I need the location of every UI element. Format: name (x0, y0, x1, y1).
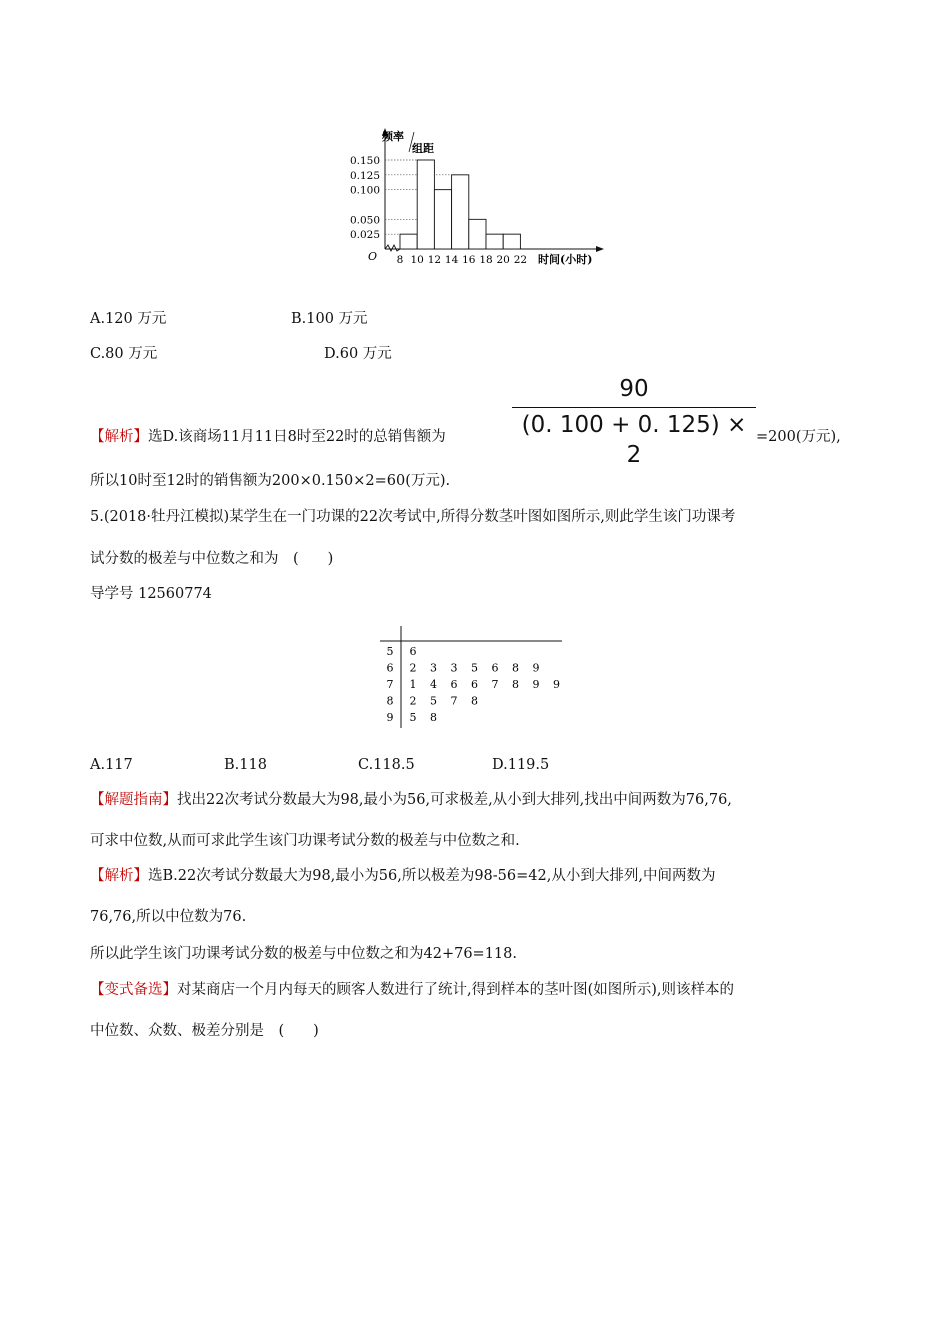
leaf-value: 7 (450, 694, 458, 708)
leaf-value: 9 (553, 678, 560, 691)
x-axis-arrow (596, 246, 604, 252)
option-d: D.60 万元 (324, 346, 392, 362)
leaf-value: 2 (409, 661, 417, 675)
guide-text-2: 可求中位数,从而可求此学生该门功课考试分数的极差与中位数之和. (90, 833, 520, 849)
guide-tag: 【解题指南】 (90, 792, 177, 808)
leaf-value: 5 (471, 661, 478, 675)
stem-value: 9 (386, 711, 394, 724)
analysis-text: 选D.该商场11月11日8时至22时的总销售额为 (148, 429, 446, 445)
stem-value: 6 (386, 661, 394, 675)
q5-stem-line-1: 5.(2018·牡丹江模拟)某学生在一门功课的22次考试中,所得分数茎叶图如图所示,则此学生该门功课考 (90, 509, 736, 525)
x-tick-label: 20 (496, 254, 510, 266)
origin-label: O (368, 250, 378, 263)
y-tick-label: 0.025 (349, 229, 380, 242)
x-tick-label: 14 (444, 254, 459, 266)
q5-analysis-text-1: 选B.22次考试分数最大为98,最小为56,所以极差为98-56=42,从小到大排列,中间两数为 (148, 868, 716, 884)
option-b: B.100 万元 (291, 311, 368, 327)
x-tick-label: 22 (513, 254, 528, 266)
histogram-bar (469, 219, 486, 249)
q5-option-d: D.119.5 (492, 757, 550, 773)
leaf-value: 6 (471, 678, 478, 691)
stem-value: 5 (386, 645, 394, 658)
histogram-bar (434, 190, 451, 249)
leaf-value: 9 (532, 678, 540, 691)
variant-question (90, 981, 734, 999)
leaf-value: 4 (430, 678, 437, 691)
y-tick-label: 0.050 (349, 214, 380, 227)
q5-analysis-text-2: 76,76,所以中位数为76. (90, 909, 247, 925)
q5-option-b: B.118 (224, 757, 267, 773)
leaf-value: 6 (491, 661, 499, 675)
leaf-value: 7 (491, 678, 499, 691)
y-tick-label: 0.100 (349, 184, 380, 197)
leaf-value: 2 (409, 694, 417, 708)
histogram-bar (417, 160, 434, 249)
x-tick-label: 16 (462, 254, 476, 266)
leaf-value: 5 (409, 711, 417, 724)
histogram-chart (330, 118, 620, 278)
sales-fraction (512, 374, 756, 468)
x-tick-label: 8 (396, 254, 404, 266)
fraction-denominator: (0. 100 + 0. 125) × 2 (521, 412, 747, 468)
histogram-bar (486, 234, 503, 249)
solution-guide (90, 791, 732, 809)
q5-analysis (90, 867, 715, 885)
q5-option-c: C.118.5 (358, 757, 415, 773)
analysis-line-2: 所以10时至12时的销售额为200×0.150×2=60(万元). (90, 473, 451, 489)
stem-value: 8 (386, 694, 394, 708)
leaf-value: 6 (450, 678, 458, 691)
leaf-value: 8 (430, 711, 437, 724)
q4-analysis (90, 428, 446, 446)
stem-leaf-plot (370, 624, 570, 734)
variant-text-2: 中位数、众数、极差分别是 ( ) (90, 1023, 319, 1039)
histogram-bar (503, 234, 520, 249)
x-axis-label: 时间(小时) (538, 253, 593, 266)
y-tick-label: 0.125 (349, 169, 380, 182)
q5-analysis-tag: 【解析】 (90, 868, 148, 884)
histogram-bar (400, 234, 417, 249)
y-label-top: 频率 (382, 130, 404, 143)
histogram-bar (452, 175, 469, 249)
variant-text-1: 对某商店一个月内每天的顾客人数进行了统计,得到样本的茎叶图(如图所示),则该样本的 (177, 982, 735, 998)
x-tick-label: 10 (410, 254, 424, 266)
x-tick-label: 12 (427, 254, 442, 266)
fraction-numerator: 90 (619, 376, 649, 402)
stem-value: 7 (386, 678, 394, 691)
option-a: A.120 万元 (90, 311, 167, 327)
leaf-value: 1 (409, 678, 417, 691)
x-tick-label: 18 (479, 254, 493, 266)
guide-text-1: 找出22次考试分数最大为98,最小为56,可求极差,从小到大排列,找出中间两数为76,76, (177, 792, 732, 808)
leaf-value: 8 (512, 678, 519, 691)
option-c: C.80 万元 (90, 346, 158, 362)
fraction-bar (512, 407, 756, 408)
leaf-value: 8 (512, 661, 519, 675)
leaf-value: 3 (430, 661, 437, 675)
y-tick-label: 0.150 (349, 155, 380, 167)
leaf-value: 6 (409, 645, 417, 658)
q5-option-a: A.117 (90, 757, 133, 773)
analysis-tag: 【解析】 (90, 429, 148, 445)
axis-break (385, 245, 400, 251)
leaf-value: 5 (430, 694, 437, 708)
q5-analysis-text-3: 所以此学生该门功课考试分数的极差与中位数之和为42+76=118. (90, 946, 517, 962)
guide-number: 导学号 12560774 (90, 586, 212, 602)
leaf-value: 9 (532, 661, 540, 675)
q5-stem-line-2: 试分数的极差与中位数之和为 ( ) (90, 551, 334, 567)
y-label-bottom: 组距 (412, 142, 434, 155)
leaf-value: 8 (471, 694, 478, 708)
fraction-result: =200(万元), (756, 429, 841, 445)
variant-tag: 【变式备选】 (90, 982, 177, 998)
leaf-value: 3 (450, 661, 458, 675)
